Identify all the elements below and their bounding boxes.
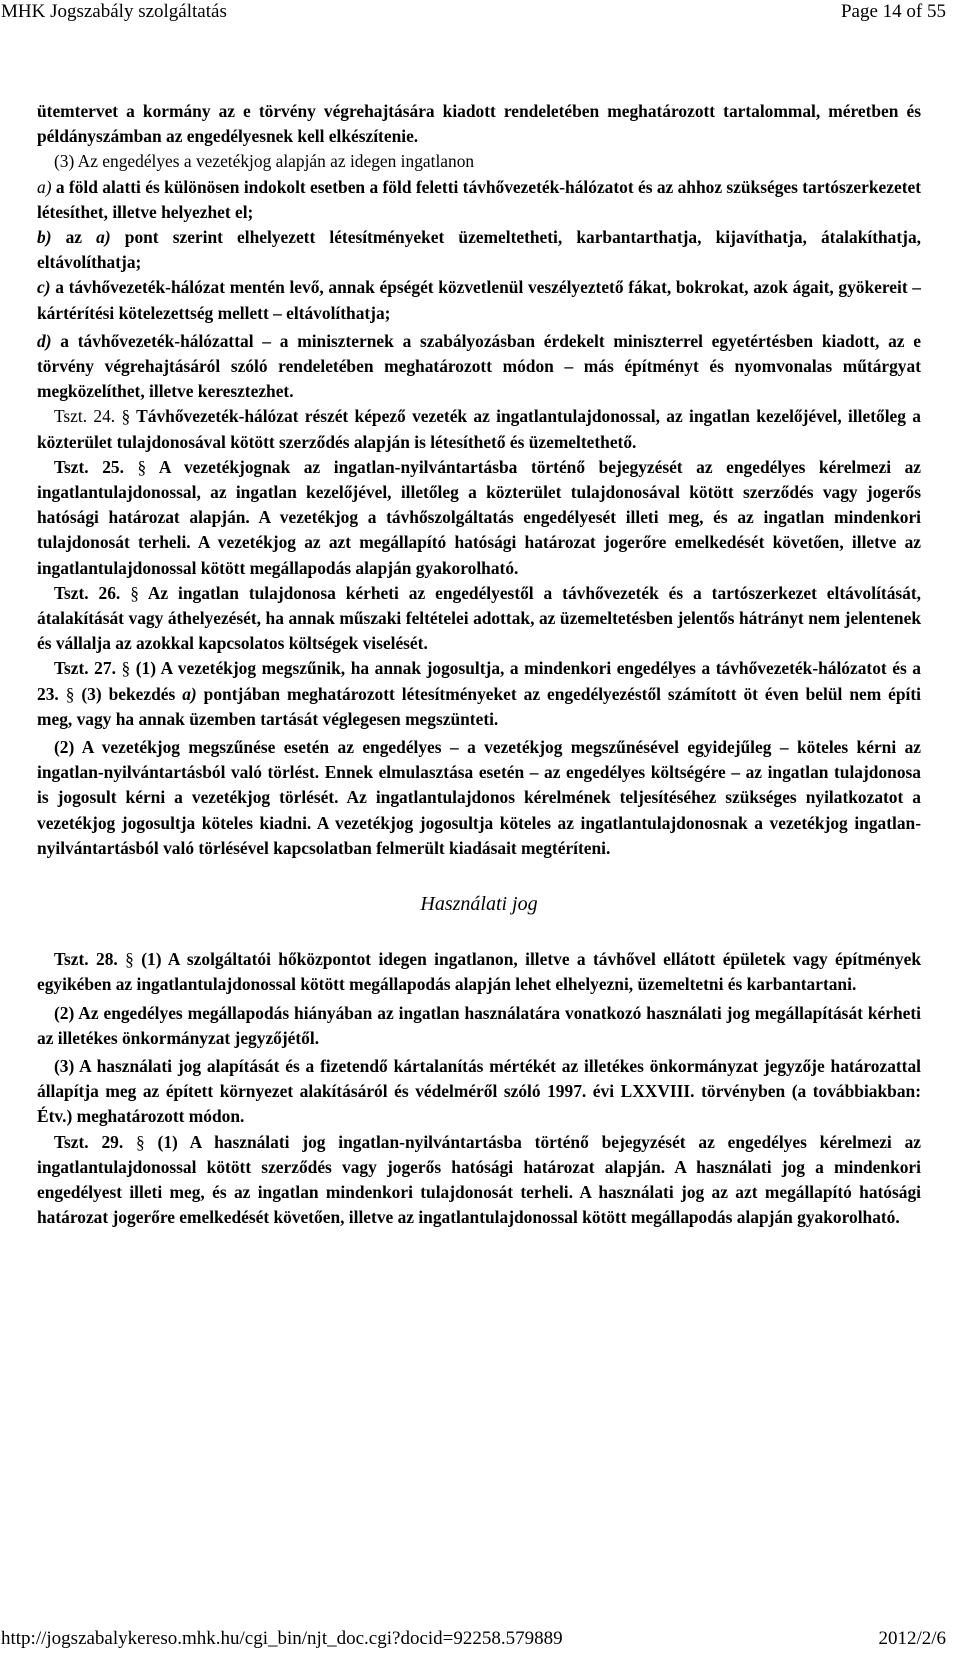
section-28-3 [37, 1054, 921, 1130]
point-text: a távhővezeték-hálózattal – a miniszternek a szabályozásban érdekelt miniszterrel egyetértésben kiadott, az e törvény végrehajtásáról szóló rendeletében meghatározott módon – más építményt és nyomvonalas műtárgyat megközelíthet, illetve keresztezhet. [37, 330, 921, 402]
section-number: Tszt. 27. [54, 658, 116, 679]
point-text: a föld alatti és különösen indokolt esetben a föld feletti távhővezeték-hálózatot és az ahhoz szükséges tartószerkezetet létesíthet, illetve helyezhet el; [37, 176, 921, 222]
section-29 [37, 1130, 921, 1231]
paragraph-23-3 [37, 149, 921, 174]
point-label: c) [37, 277, 51, 298]
section-text: Távhővezeték-hálózat részét képező vezeték az ingatlantulajdonossal, az ingatlan kezelőjével, illetőleg a közterület tulajdonosával kötött szerződés alapján is létesíthető és üzemeltethető. [37, 406, 921, 452]
section-number: Tszt. 28. [54, 949, 118, 970]
section-27-2 [37, 735, 921, 861]
section-sign: § [65, 683, 75, 704]
section-number: Tszt. 29. [54, 1131, 124, 1152]
point-label: a) [37, 176, 52, 197]
section-26 [37, 581, 921, 657]
section-text: (1) A vezetékjog megszűnik, ha annak jogosultja, a mindenkori engedélyes a távhővezeték-hálózatot és a 23. [37, 658, 921, 704]
section-title: Használati jog [420, 893, 538, 916]
paragraph-text: ütemtervet a kormány az e törvény végrehajtására kiadott rendeletében meghatározott tartalommal, méretben és példányszámban az engedélyesnek kell elkészítenie. [37, 101, 921, 147]
point-reference: a) [96, 227, 111, 248]
point-text: az [51, 227, 97, 248]
point-text: a távhővezeték-hálózat mentén levő, annak épségét közvetlenül veszélyeztető fákat, bokrokat, azok ágait, gyökereit – kártérítési kötelezettség mellett – eltávolíthatja; [37, 277, 921, 323]
page-footer [0, 1627, 960, 1653]
section-27 [37, 656, 921, 732]
source-url: http://jogszabalykereso.mhk.hu/cgi_bin/njt_doc.cgi?docid=92258.579889 [1, 1628, 563, 1649]
section-text: pontjában meghatározott létesítményeket az engedélyezéstől számított öt éven belül nem építi meg, vagy ha annak üzemben tartását véglegesen megszünteti. [37, 683, 921, 729]
section-text: A vezetékjognak az ingatlan-nyilvántartásba történő bejegyzését az engedélyes kérelmezi az ingatlantulajdonossal, az ingatlan kezelőjével, illetőleg a közterület tulajdonosával kötött szerződés vagy jogerős hatósági határozat alapján. A vezetékjog a távhőszolgáltatás engedélyesét illeti meg, és az ingatlan mindenkori tulajdonosát terheli. A vezetékjog az azt megállapító hatósági határozat jogerőre emelkedését követően, illetve az ingatlantulajdonossal kötött megállapodás alapján gyakorolható. [37, 456, 921, 578]
point-text: pont szerint elhelyezett létesítményeket üzemeltetheti, karbantarthatja, kijavíthatja, átalakíthatja, eltávolíthatja; [37, 227, 921, 273]
document-body [37, 99, 921, 1230]
section-28 [37, 947, 921, 997]
paragraph-continuation [37, 99, 921, 149]
section-sign: § [136, 1131, 145, 1152]
point-a [37, 175, 921, 225]
section-number: Tszt. 24. [54, 406, 116, 427]
section-text: (3) bekezdés [74, 683, 183, 704]
section-sign: § [137, 456, 147, 477]
section-24 [37, 404, 921, 454]
section-28-2 [37, 1001, 921, 1051]
section-text: (1) A használati jog ingatlan-nyilvántartásba történő bejegyzését az engedélyes kérelmezi az ingatlantulajdonossal kötött szerződés vagy jogerős hatósági határozat alapján. A használati jog a mindenkori engedélyest illeti meg, és az ingatlan mindenkori tulajdonosát terheli. A használati jog az azt megállapító hatósági határozat jogerőre emelkedését követően, illetve az ingatlantulajdonossal kötött megállapodás alapján gyakorolható. [37, 1131, 921, 1228]
point-reference: a) [182, 683, 197, 704]
section-text: (3) A használati jog alapítását és a fizetendő kártalanítás mértékét az illetékes önkormányzat jegyzője határozattal állapítja meg az épített környezet alakításáról és védelméről szóló 1997. évi LXXVIII. törvényben (a továbbiakban: Étv.) meghatározott módon. [37, 1055, 921, 1127]
section-text: Az ingatlan tulajdonosa kérheti az engedélyestől a távhővezeték és a tartószerkezet eltávolítását, átalakítását vagy áthelyezését, ha annak műszaki feltételei adottak, az üzemeltetésben jelentős hátrányt nem jelentenek és vállalja az azokkal kapcsolatos költségek viselését. [37, 582, 921, 654]
app-title: MHK Jogszabály szolgáltatás [1, 1, 227, 22]
section-sign: § [125, 949, 134, 970]
section-text: (1) A szolgáltatói hőközpontot idegen ingatlanon, illetve a távhővel ellátott épületek vagy építmények egyikében az ingatlantulajdonossal kötött megállapodás alapján lehet elhelyezni, üzemeltetni és karbantartani. [37, 949, 921, 995]
print-date: 2012/2/6 [878, 1628, 946, 1649]
paragraph-text: (3) Az engedélyes a vezetékjog alapján az idegen ingatlanon [54, 151, 475, 172]
section-number: Tszt. 26. [54, 582, 121, 603]
section-sign: § [121, 406, 131, 427]
section-25 [37, 455, 921, 581]
section-sign: § [130, 582, 139, 603]
point-b [37, 225, 921, 275]
page-indicator: Page 14 of 55 [840, 1, 946, 22]
point-d [37, 329, 921, 405]
section-number: Tszt. 25. [54, 456, 124, 477]
point-label: d) [37, 330, 52, 351]
section-sign: § [121, 658, 131, 679]
point-c [37, 275, 921, 325]
section-text: (2) A vezetékjog megszűnése esetén az engedélyes – a vezetékjog megszűnésével egyidejűleg – köteles kérni az ingatlan-nyilvántartásból való törlést. Ennek elmulasztása esetén – az engedélyes költségére – az ingatlan tulajdonosa is jogosult kérni a vezetékjog törlését. Az ingatlantulajdonos kérelmének teljesítéséhez szükséges nyilatkozatot a vezetékjog jogosultja köteles kiadni. A vezetékjog jogosultja köteles az ingatlantulajdonosnak a vezetékjog ingatlan-nyilvántartásból való törlésével kapcsolatban felmerült kiadásait megtéríteni. [37, 737, 921, 858]
section-text: (2) Az engedélyes megállapodás hiányában az ingatlan használatára vonatkozó használati jog megállapítását kérheti az illetékes önkormányzat jegyzőjétől. [37, 1002, 921, 1048]
page-header [0, 0, 960, 30]
point-label: b) [37, 227, 52, 248]
